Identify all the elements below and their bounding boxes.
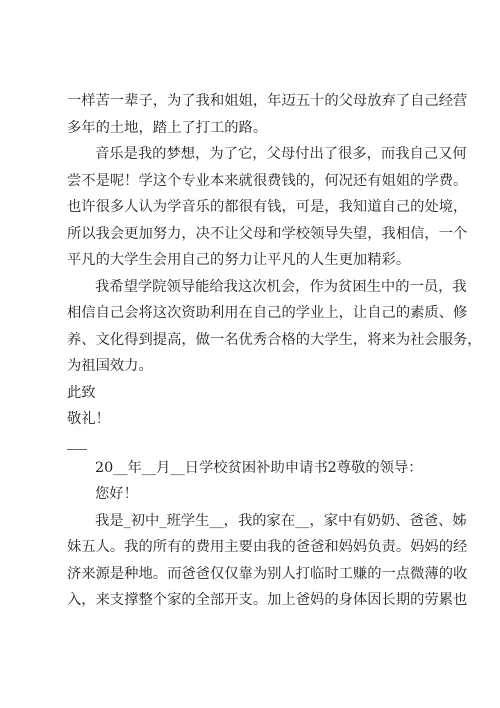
- letter-heading: 20__年__月__日学校贫困补助申请书2尊敬的领导：: [95, 460, 423, 476]
- closing-line: 此致: [67, 385, 96, 401]
- paragraph-line: 平凡的大学生会用自己的努力让平凡的人生更加精彩。: [67, 252, 411, 268]
- paragraph-line: 为祖国效力。: [67, 358, 153, 374]
- paragraph-line: 妹五人。我的所有的费用主要由我的爸爸和妈妈负责。妈妈的经: [67, 539, 468, 555]
- section-divider: [67, 449, 87, 450]
- paragraph-line: 我是_初中_班学生__，我的家在__，家中有奶奶、爸爸、姊: [95, 513, 467, 529]
- paragraph-line: 养、文化得到提高，做一名优秀合格的大学生，将来为社会服务，: [67, 332, 482, 348]
- paragraph-line: 尝不是呢！学这个专业本来就很费钱的，何况还有姐姐的学费。: [67, 173, 468, 189]
- paragraph-line: 也许很多人认为学音乐的都很有钱，可是，我知道自己的处境，: [67, 199, 468, 215]
- paragraph-line: 多年的土地，踏上了打工的路。: [67, 120, 268, 136]
- paragraph-line: 我希望学院领导能给我这次机会，作为贫困生中的一员，我: [95, 279, 467, 295]
- paragraph-line: 济来源是种地。而爸爸仅仅靠为别人打临时工赚的一点微薄的收: [67, 566, 468, 582]
- paragraph-line: 一样苦一辈子，为了我和姐姐，年迈五十的父母放弃了自己经营: [67, 93, 468, 109]
- paragraph-line: 所以我会更加努力，决不让父母和学校领导失望，我相信，一个: [67, 226, 468, 242]
- closing-salute: 敬礼！: [67, 411, 110, 427]
- paragraph-line: 音乐是我的梦想，为了它，父母付出了很多，而我自己又何: [95, 146, 467, 162]
- letter-greeting: 您好！: [95, 486, 138, 502]
- paragraph-line: 相信自己会将这次资助利用在自己的学业上，让自己的素质、修: [67, 305, 468, 321]
- paragraph-line: 入，来支撑整个家的全部开支。加上爸妈的身体因长期的劳累也: [67, 592, 468, 608]
